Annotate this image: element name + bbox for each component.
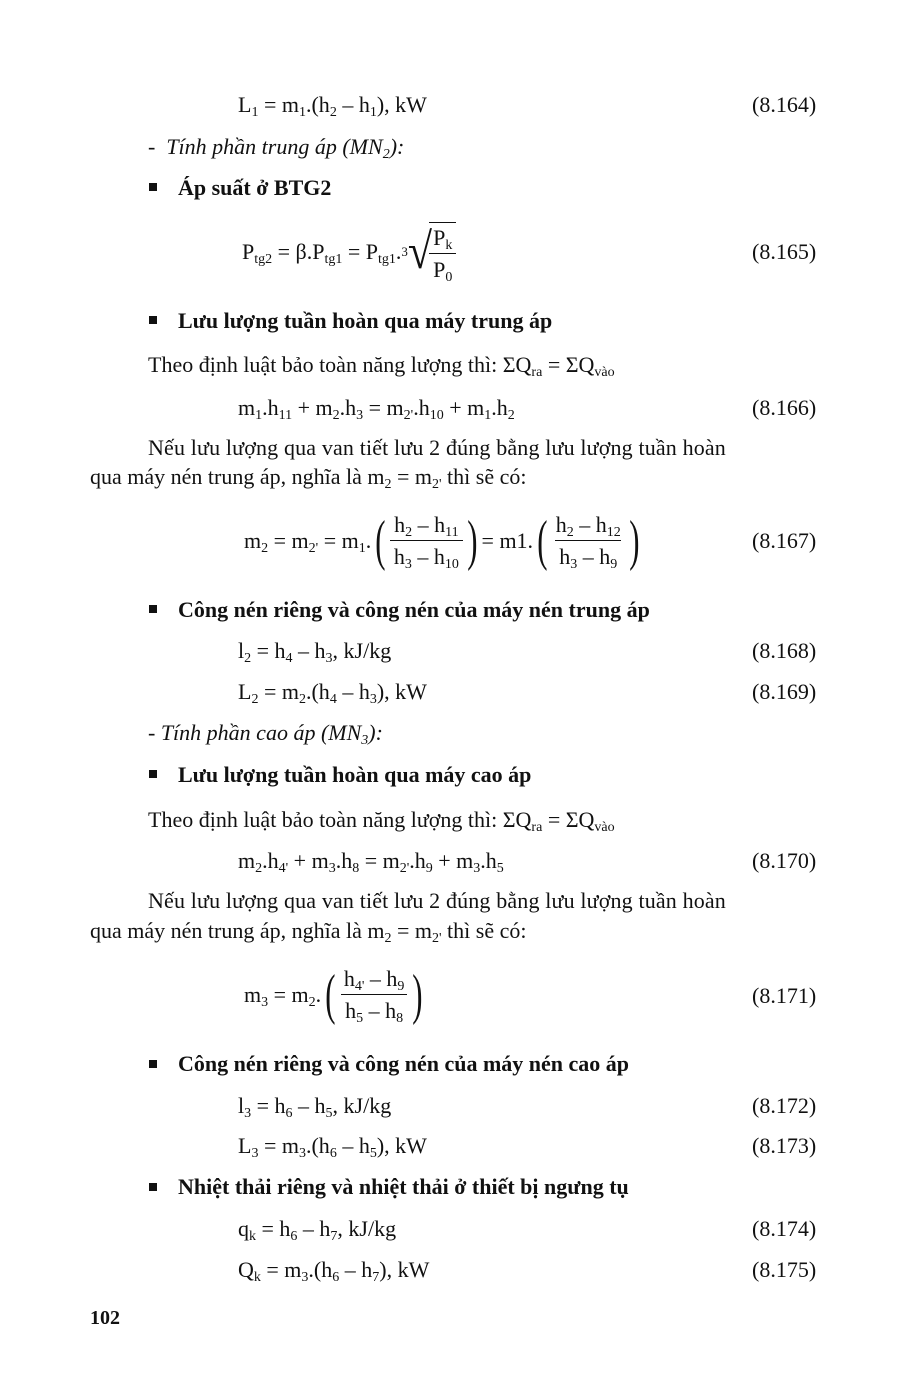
equation-8-166: $m_1.h_{11} + m_2.h_3 = m_{2'}.h_{10} + m_1.h_2$ — [238, 395, 515, 423]
section-high-pressure: - Tính phần cao áp $(MN_3)$: — [148, 720, 383, 748]
equation-8-165: $P_{tg2} = \beta.P_{tg1} = P_{tg1}$. 3 √ $\frac{P_k}{P_0}$ — [242, 214, 456, 290]
paragraph-line: qua máy nén trung áp, nghĩa là $m_2 = m_{2'}$ thì sẽ có: — [90, 918, 527, 946]
paragraph-line: Nếu lưu lượng qua van tiết lưu 2 đúng bằng lưu lượng tuần hoàn — [148, 435, 726, 460]
equation-number: (8.171) — [752, 983, 817, 1008]
equation-number: (8.164) — [752, 92, 817, 117]
heading-flow-medium: Lưu lượng tuần hoàn qua máy trung áp — [178, 308, 553, 333]
bullet-icon — [149, 1060, 157, 1068]
equation-number: (8.167) — [752, 528, 817, 553]
equation-number: (8.172) — [752, 1093, 817, 1118]
equation-8-173: $L_3 = m_3.(h_6 - h_5)$, kW — [238, 1133, 427, 1161]
equation-number: (8.169) — [752, 679, 817, 704]
paragraph-line: qua máy nén trung áp, nghĩa là $m_2 = m_{2'}$ thì sẽ có: — [90, 464, 527, 492]
bullet-icon — [149, 1183, 157, 1191]
bullet-icon — [149, 605, 157, 613]
equation-8-170: $m_2.h_{4'} + m_3.h_8 = m_{2'}.h_9 + m_3.h_5$ — [238, 848, 504, 876]
equation-8-175: $Q_k = m_3.(h_6 - h_7)$, kW — [238, 1257, 430, 1285]
bullet-icon — [149, 770, 157, 778]
cube-root: 3 √ $\frac{P_k}{P_0}$ — [401, 222, 456, 283]
equation-8-164: $L_1 = m_1.(h_2 - h_1)$, kW — [238, 92, 427, 120]
equation-8-174: $q_k = h_6 - h_7$, kJ/kg — [238, 1216, 397, 1244]
heading-flow-high: Lưu lượng tuần hoàn qua máy cao áp — [178, 762, 532, 787]
equation-number: (8.175) — [752, 1257, 817, 1282]
equation-8-169: $L_2 = m_2.(h_4 - h_3)$, kW — [238, 679, 427, 707]
heading-heat-rejection: Nhiệt thải riêng và nhiệt thải ở thiết bị ngưng tụ — [178, 1174, 629, 1199]
heading-work-high: Công nén riêng và công nén của máy nén cao áp — [178, 1051, 630, 1076]
paragraph-line: Nếu lưu lượng qua van tiết lưu 2 đúng bằng lưu lượng tuần hoàn — [148, 888, 726, 913]
equation-number: (8.170) — [752, 848, 817, 873]
heading-btg2-pressure: Áp suất ở BTG2 — [178, 175, 332, 200]
energy-law-text: Theo định luật bảo toàn năng lượng thì: $\Sigma Q_{ra} = \Sigma Q_{vào}$ — [148, 352, 615, 380]
equation-number: (8.168) — [752, 638, 817, 663]
equation-8-171: $m_3 = m_2$. ( $\frac{h_{4'} - h_9}{h_5 - h_8}$ ) — [244, 964, 423, 1026]
equation-8-167: $m_2 = m_{2'} = m_1$. ( $\frac{h_2 - h_{11}}{h_3 - h_{10}}$ ) = m1. ( $\frac{h_2 - h_{12}}{h_3 - h_9}$ ) — [244, 510, 640, 572]
page-number: 102 — [90, 1307, 120, 1329]
equation-8-168: $l_2 = h_4 - h_3$, kJ/kg — [238, 638, 392, 666]
bullet-icon — [149, 316, 157, 324]
equation-8-172: $l_3 = h_6 - h_5$, kJ/kg — [238, 1093, 392, 1121]
equation-number: (8.173) — [752, 1133, 817, 1158]
heading-work-medium: Công nén riêng và công nén của máy nén trung áp — [178, 597, 650, 622]
section-medium-pressure: - Tính phần trung áp $(MN_2)$: — [148, 134, 405, 162]
equation-number: (8.165) — [752, 239, 817, 264]
equation-number: (8.174) — [752, 1216, 817, 1241]
equation-number: (8.166) — [752, 395, 817, 420]
bullet-icon — [149, 183, 157, 191]
energy-law-text: Theo định luật bảo toàn năng lượng thì: $\Sigma Q_{ra} = \Sigma Q_{vào}$ — [148, 807, 615, 835]
